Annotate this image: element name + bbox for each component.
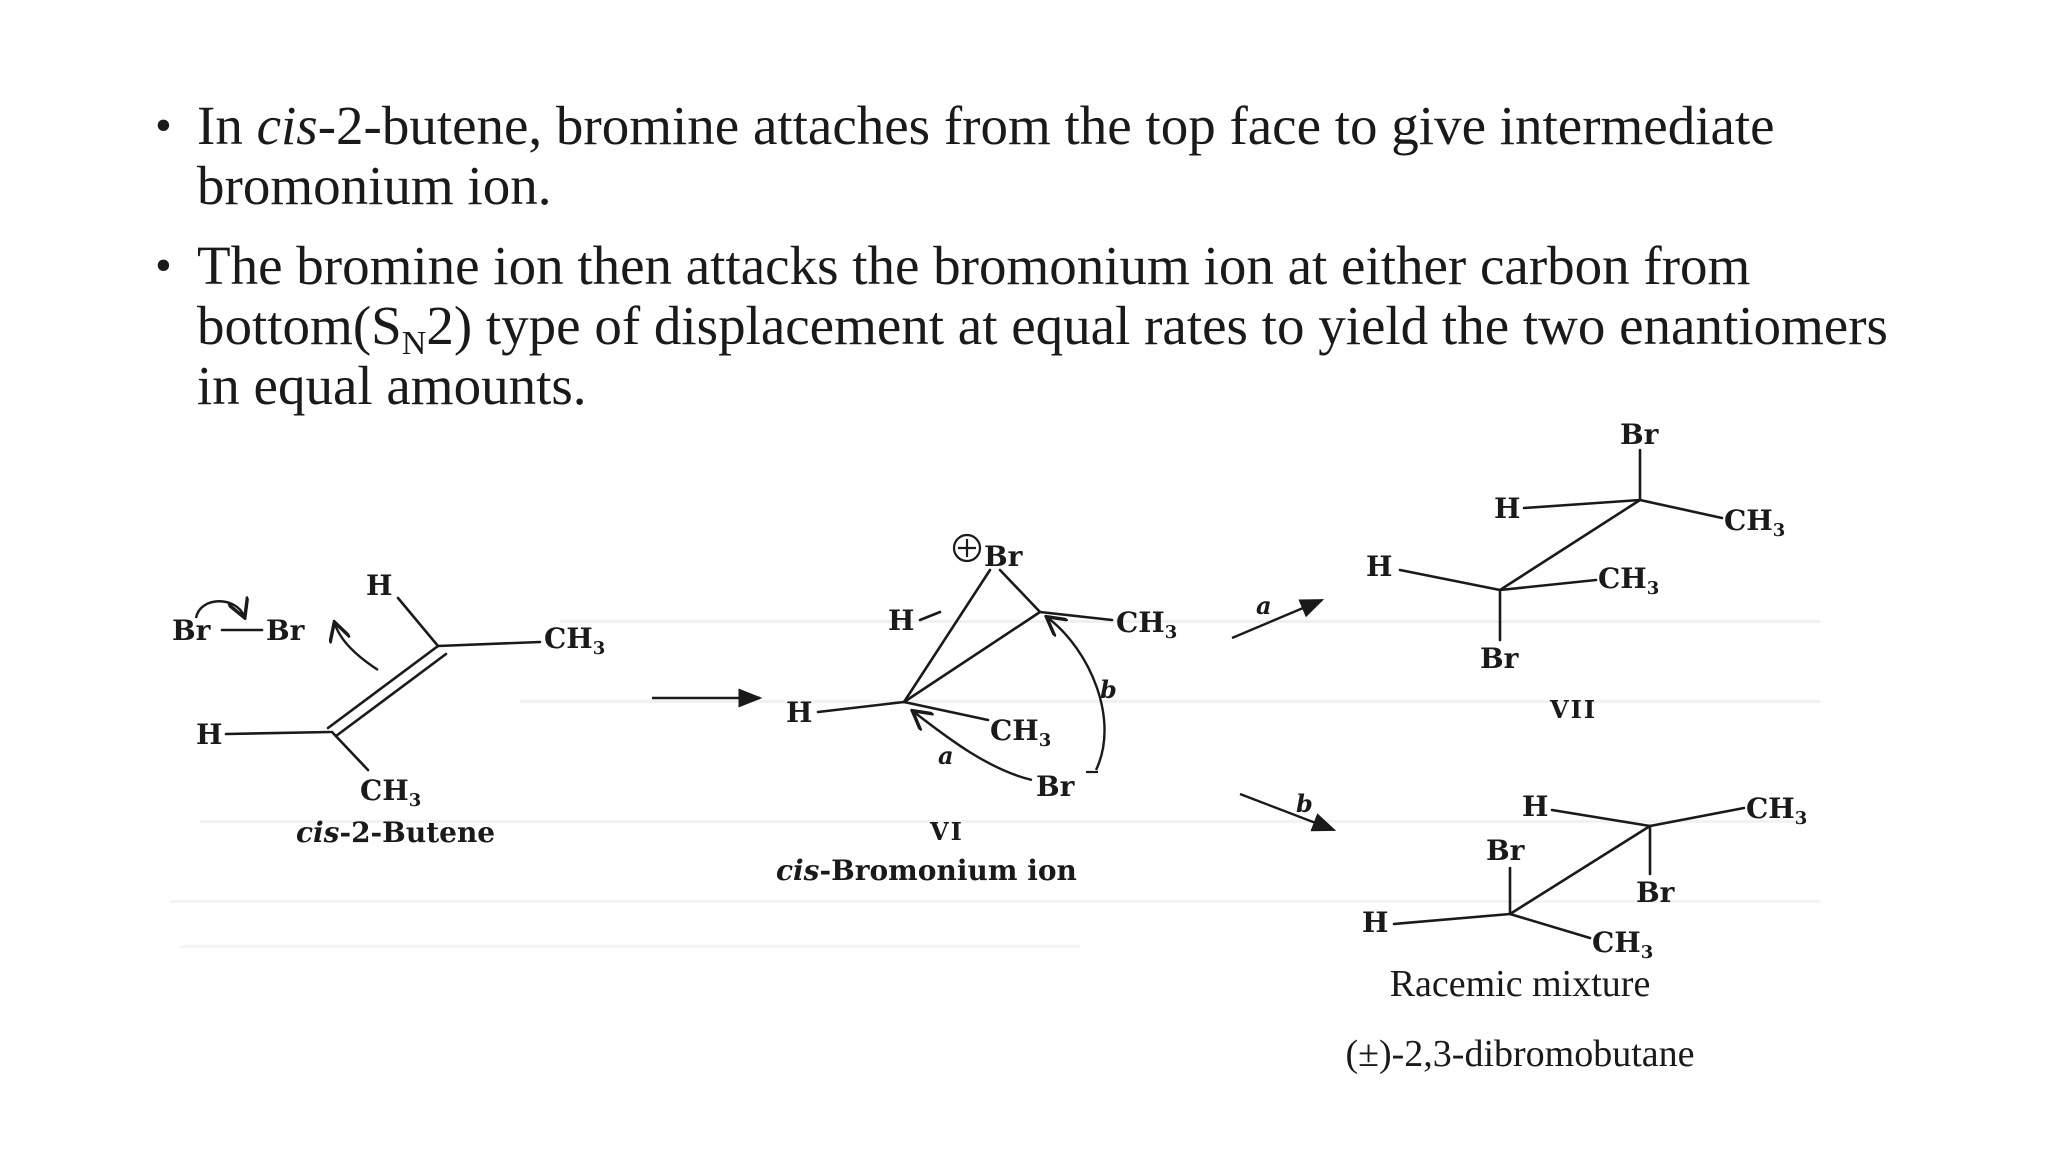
bond-h-c-left [226,732,330,734]
label-arrow-a: a [1256,591,1272,620]
product-vii [1366,418,1785,724]
numeral-vii: VII [1550,695,1598,724]
curved-arrow-path-b [1048,618,1105,770]
bond-c-ch3-top [1640,500,1722,518]
bond-h-c-top [1524,500,1640,508]
atom-h-top: H [888,604,915,637]
numeral-vi: VI [930,817,964,846]
atom-br-top: Br [1620,418,1659,451]
bond-h-c-top [1552,810,1650,826]
atom-h-left: H [786,696,813,729]
bond-h-c [398,598,438,646]
bullet-2 [155,236,1915,416]
racemic-mixture-caption: Racemic mixture [1389,963,1651,1005]
label-arrow-b: b [1296,789,1313,818]
bond-c-ch3-bottom [332,732,368,770]
atom-ch3-top: $CH_3$ [544,622,606,659]
caption-cis-2-butene: cis-2-Butene [296,816,496,849]
atom-br-2: Br [266,614,305,647]
bond-c1-c2 [904,612,1040,702]
atom-h-top: H [366,569,393,602]
bond-c-ch3-top [1650,808,1744,826]
reaction-arrow-a [1232,600,1322,638]
atom-h-top: H [1494,492,1521,525]
double-bond-1 [328,646,438,728]
bullet-1-text: -2-butene, bromine attaches from the top face to give intermediate bromonium ion. [197,95,1775,216]
bond-c-ch3 [438,642,540,646]
double-bond-2 [336,654,446,736]
bond-h-c2 [920,612,940,620]
label-path-a: a [938,741,954,770]
reactant-cis-2-butene [172,569,605,849]
atom-br-left: Br [1486,834,1525,867]
atom-ch3-mid: $CH_3$ [1598,562,1660,599]
bond-c-ch3-bottom [1510,914,1590,938]
reaction-scheme [0,400,2048,960]
bond-h-c-bottom [1394,914,1510,924]
intermediate-bromonium-ion [776,535,1177,887]
bullet-list [155,96,1915,436]
reaction-arrow-b [1240,794,1334,830]
bullet-2-text-b: 2) type of displacement at equal rates to yield the two enantiomers in equal amounts. [197,295,1888,416]
atom-h-top: H [1522,790,1549,823]
bullet-2-text-a: The bromine ion then attacks the bromonium ion at either carbon from bottom(S [197,235,1751,356]
bullet-1-prefix: In [197,95,257,156]
caption-bromonium-ion: cis-Bromonium ion [776,854,1077,887]
atom-h-bottom: H [1362,906,1389,939]
dibromobutane-caption: (±)-2,3-dibromobutane [1345,1033,1695,1075]
bond-br-c1 [904,570,990,702]
atom-ch3-bottom: $CH_3$ [990,714,1052,751]
bond-h-c-left [1400,570,1500,590]
atom-ch3-bottom: $CH_3$ [1592,926,1654,960]
atom-br-right: Br [1636,876,1675,909]
bond-c1-ch3 [904,702,988,720]
atom-br-plus: Br [984,540,1023,573]
label-path-b: b [1100,675,1117,704]
atom-h-left: H [196,718,223,751]
bond-h-c1 [818,702,904,712]
atom-ch3-right: $CH_3$ [1116,606,1178,643]
bullet-2-subscript: N [401,325,427,362]
atom-ch3-top: $CH_3$ [1724,504,1786,541]
scan-background [170,620,1820,948]
bullet-1-italic: cis [256,95,318,156]
atom-ch3-bottom: $CH_3$ [360,774,422,811]
atom-br-minus: Br [1036,770,1075,803]
atom-br-1: Br [172,614,211,647]
atom-br-bottom: Br [1480,642,1519,675]
atom-ch3-top: $CH_3$ [1746,792,1808,829]
product-enantiomer [1362,790,1807,960]
bond-br-c2 [1000,570,1040,612]
bullet-1 [155,96,1915,216]
atom-h-left: H [1366,550,1393,583]
curved-arrow-pi [335,624,378,670]
